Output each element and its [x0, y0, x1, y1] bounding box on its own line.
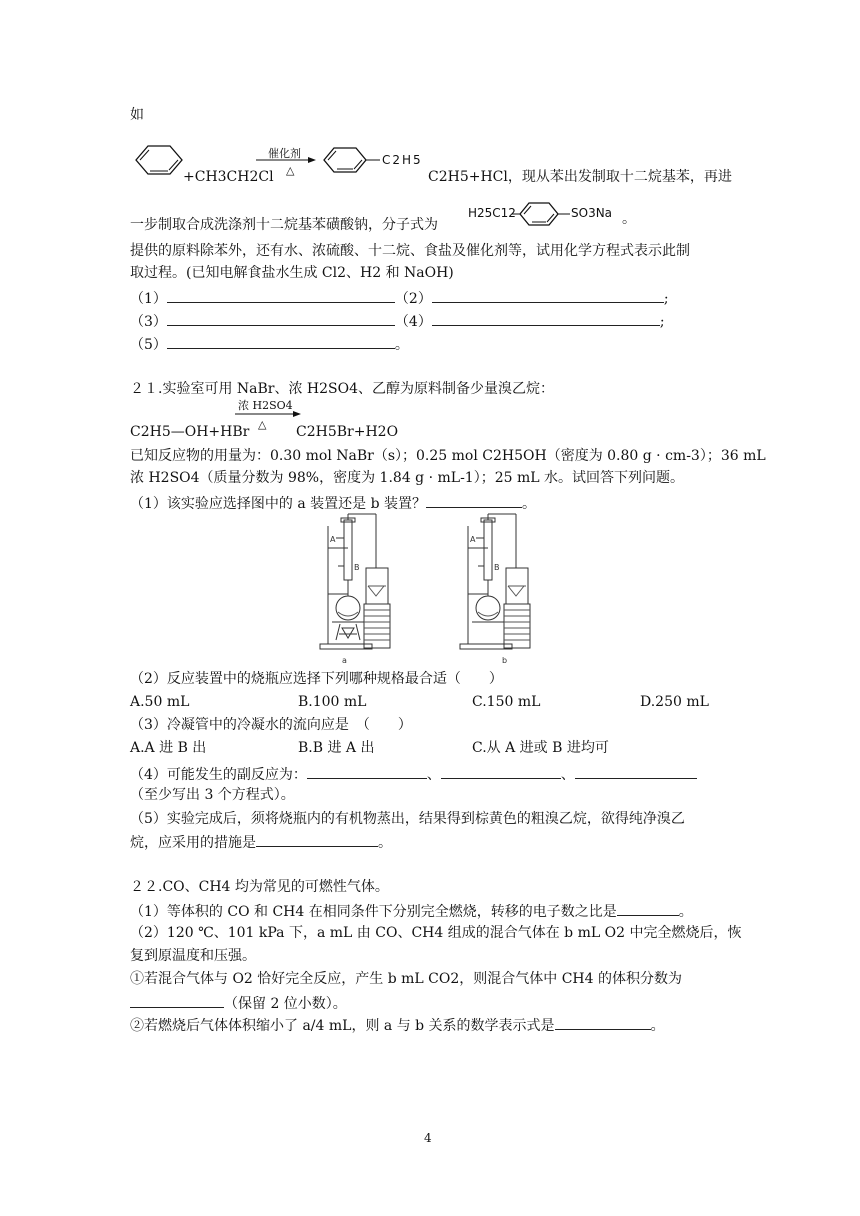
- q22-sub2-end: 。: [650, 1018, 665, 1034]
- q22-sub1-blank[interactable]: [130, 993, 224, 1008]
- q21-part5-blank[interactable]: [256, 832, 378, 847]
- answer-blank-5[interactable]: [167, 334, 395, 349]
- q22-sub2: [130, 1015, 665, 1035]
- q21-part2-option-b[interactable]: B.100 mL: [298, 694, 367, 710]
- q21-part3-option-c[interactable]: C.从 A 进或 B 进均可: [472, 740, 609, 756]
- q20-intro: 如: [130, 107, 144, 123]
- reaction-arrow-icon: [233, 410, 303, 418]
- q20-line2: 一步制取合成洗涤剂十二烷基苯磺酸钠，分子式为: [130, 217, 438, 233]
- q22-part1-text: （1）等体积的 CO 和 CH4 在相同条件下分别完全燃烧，转移的电子数之比是: [130, 904, 617, 920]
- q21-title: ２１.实验室可用 NaBr、浓 H2SO4、乙醇为原料制备少量溴乙烷：: [130, 381, 555, 397]
- q21-given-2: 浓 H2SO4（质量分数为 98%，密度为 1.84 g · mL-1）；25 mL 水。试回答下列问题。: [130, 470, 684, 486]
- fig-label-a: a: [342, 656, 347, 665]
- q21-reaction-right: C2H5Br+H2O: [296, 424, 399, 440]
- q22-title: ２２.CO、CH4 均为常见的可燃性气体。: [130, 879, 389, 895]
- q22-sub2-text: ②若燃烧后气体体积缩小了 a/4 mL，则 a 与 b 关系的数学表示式是: [130, 1018, 555, 1034]
- q20-formula-end: 。: [622, 211, 636, 227]
- q22-sub1-line1: ①若混合气体与 O2 恰好完全反应，产生 b mL CO2，则混合气体中 CH4 的体积分数为: [130, 971, 682, 987]
- q21-part3: （3）冷凝管中的冷凝水的流向应是 （ ）: [130, 717, 412, 733]
- blank-label-3: （3）: [130, 314, 167, 330]
- q21-part3-option-a[interactable]: A.A 进 B 出: [130, 740, 207, 756]
- q20-reaction-tail: C2H5+HCl，现从苯出发制取十二烷基苯，再进: [428, 169, 732, 185]
- q22-part2-line2: 复到原温度和压强。: [130, 948, 256, 964]
- support-block-icon: [504, 604, 530, 648]
- q22-part2-line1: （2）120 ℃、101 kPa 下，a mL 由 CO、CH4 组成的混合气体在 b mL O2 中完全燃烧后，恢: [130, 925, 742, 941]
- q21-part3-option-b[interactable]: B.B 进 A 出: [298, 740, 375, 756]
- q20-catalyst-label: 催化剂: [268, 147, 301, 160]
- condenser-icon: [484, 520, 492, 580]
- answer-blank-2[interactable]: [432, 288, 664, 303]
- q21-part4-blank-3[interactable]: [575, 764, 697, 779]
- q20-reactant2: +CH3CH2Cl: [183, 169, 274, 185]
- page-number: 4: [424, 1131, 432, 1145]
- support-block-icon: [364, 604, 390, 648]
- q20-heat-label: △: [286, 164, 295, 177]
- blank-end: ;: [659, 314, 665, 330]
- condenser-icon: [344, 520, 352, 580]
- q20-product-substituent: C2H5: [382, 153, 423, 167]
- fig-label-b: b: [502, 656, 508, 665]
- q21-part4-text: （4）可能发生的副反应为：: [130, 767, 307, 783]
- q21-part4-note: （至少写出 3 个方程式）。: [130, 787, 295, 803]
- q22-sub1-line2: [130, 993, 347, 1013]
- q21-reaction-left: C2H5—OH+HBr: [130, 424, 250, 440]
- q22-part1: [130, 901, 693, 921]
- fig-label-B: B: [494, 563, 500, 572]
- q22-sub2-blank[interactable]: [555, 1015, 651, 1030]
- blank-label-5: （5）: [130, 337, 167, 353]
- q21-part2-option-d[interactable]: D.250 mL: [640, 694, 709, 710]
- q21-part1-end: 。: [522, 496, 537, 512]
- q21-part5-line2: [130, 832, 392, 852]
- q20-formula-left: H25C12: [468, 206, 516, 220]
- q21-part2-option-c[interactable]: C.150 mL: [472, 694, 541, 710]
- answer-blank-1[interactable]: [167, 288, 395, 303]
- q21-given-1: 已知反应物的用量为：0.30 mol NaBr（s）；0.25 mol C2H5OH（密度为 0.80 g · cm-3）；36 mL: [130, 448, 766, 464]
- q21-part1-text: （1）该实验应选择图中的 a 装置还是 b 装置？: [130, 496, 427, 512]
- q21-part2-option-a[interactable]: A.50 mL: [130, 694, 190, 710]
- q21-part5-line1: （5）实验完成后，须将烧瓶内的有机物蒸出，结果得到棕黄色的粗溴乙烷，欲得纯净溴乙: [130, 811, 685, 827]
- q21-part4: [130, 764, 697, 784]
- blank-end: ;: [663, 291, 669, 307]
- q22-sub1-text: （保留 2 位小数）。: [224, 996, 347, 1012]
- fig-label-A: A: [470, 535, 476, 544]
- answer-blank-3[interactable]: [167, 311, 395, 326]
- blank-label-2: （2）: [394, 291, 432, 307]
- q21-part5-text: 烷，应采用的措施是: [130, 835, 256, 851]
- blank-label-1: （1）: [130, 291, 167, 307]
- blank-end: 。: [394, 337, 409, 353]
- q22-part1-blank[interactable]: [617, 901, 679, 916]
- benzene-ring-icon: [324, 148, 380, 172]
- q21-part5-end: 。: [378, 835, 392, 851]
- q20-answer-row-3: [130, 334, 409, 354]
- separator: 、: [426, 767, 441, 783]
- q21-part4-blank-2[interactable]: [441, 764, 561, 779]
- q22-part1-end: 。: [678, 904, 693, 920]
- fig-label-B: B: [354, 563, 360, 572]
- separator: 、: [560, 767, 575, 783]
- q20-answer-row-1: [130, 288, 669, 308]
- q21-part4-blank-1[interactable]: [307, 764, 427, 779]
- fig-label-A: A: [330, 535, 336, 544]
- q20-line4: 取过程。(已知电解食盐水生成 Cl2、H2 和 NaOH): [130, 265, 454, 281]
- q20-line3: 提供的原料除苯外，还有水、浓硫酸、十二烷、食盐及催化剂等，试用化学方程式表示此制: [130, 243, 690, 259]
- q21-condition-top: 浓 H2SO4: [238, 399, 293, 412]
- q20-answer-row-2: [130, 311, 665, 331]
- benzene-ring-icon: [136, 146, 182, 174]
- blank-label-4: （4）: [394, 314, 432, 330]
- answer-blank-4[interactable]: [432, 311, 660, 326]
- apparatus-figure: [318, 506, 554, 666]
- benzene-ring-icon: [512, 199, 572, 229]
- q21-part2: （2）反应装置中的烧瓶应选择下列哪种规格最合适（ ）: [130, 671, 503, 687]
- q20-formula-right: SO3Na: [571, 206, 613, 220]
- q21-condition-bottom: △: [258, 418, 267, 431]
